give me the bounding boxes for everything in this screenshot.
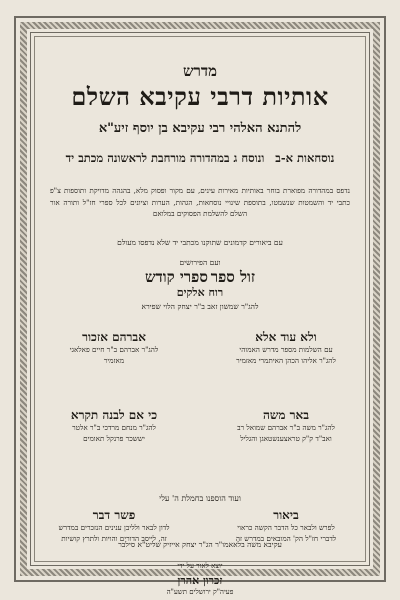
description: נדפס במהדורה מפוארת בוחר באותיות מאירות עינים, עם מקור ופסוק מלא, בהגהה מדויקת ותוספות צ"פ כתבי יד והשמטות שנשמטו, בתוספת שינויי נוסחאות, הגהות, הערות וציונים לכל ספרי חז"ל ותורה אור השלם להשלמת הפסוקים במלואם [50, 186, 350, 218]
commentary-line: להג"ר מנחם מרדכי ב"ר אלטר [72, 423, 156, 432]
publisher-block [44, 574, 356, 587]
supertitle: מדרש [182, 62, 218, 80]
bottom-line: לפרש ולבאר כל הדבר הקשה כראוי [237, 523, 335, 532]
commentary-line: מאזמיר [103, 355, 125, 365]
publisher-place: פעיה"ק ירושלים תשע"ה [166, 588, 234, 596]
publisher-intro: יוצא לאור על ידי [177, 562, 223, 570]
main-title: אותיות דרבי עקיבא השלם [71, 82, 329, 111]
commentary-title: אברהם אזכור [82, 330, 146, 344]
commentary-line: ואב"ד ק"ק טראצענשטאגן והגליל [240, 433, 332, 443]
bottom-title: ביאור [273, 508, 299, 522]
commentary-line: להג"ר אברהם ב"ר חיים פאלאגי [69, 345, 159, 354]
zol-small: זול ספר [210, 268, 256, 286]
bottom-line: לדון לבאר ולליבן ענינים הנזכרים במדרש [58, 523, 170, 532]
commentary-line: להג"ר משה ב"ר אברהם שמואל רב [237, 423, 335, 432]
commentary-title: כי אם לבנה תקרא [70, 408, 158, 422]
bottom-line: לדברי חז"ל הק' המובאים במדרש זה [235, 533, 337, 543]
editor-line: עקיבא משה בלאאמו"ר הג"ר יצחק אייזיק שליט"א סילבר [118, 540, 282, 549]
versions: נוסחאות א-ב [275, 151, 335, 165]
commentary-title: באר משה [262, 408, 310, 422]
ruach-title: רוח אלקים [176, 286, 224, 299]
newly-added: ועוד הוספנו בחמלת ה' עלי [159, 494, 241, 503]
commentary-line: יששכר פרנקל תאומים [83, 433, 145, 443]
commentary-line: עם השלמות מספר מדרש האמוהי [239, 345, 333, 354]
publisher-area [44, 40, 356, 570]
bottom-line: זה, לייסב הדורים והויות ולתרץ קושיות [61, 533, 167, 543]
commentary-line: להג"ר אליהו הכהן האיתמרי מאזמיר [236, 355, 336, 365]
with-commentaries: ועם הפירושים [179, 258, 221, 267]
versions-extra: ונוסח ג במהדורה מורחבת לראשונה מכתב יד [65, 151, 265, 165]
ruach-author: להג"ר שמשון זאב ב"ר יצחק הלוי שפירא [141, 302, 259, 311]
author-line: להתנא האלהי רבי עקיבא בן יוסף זיע"א [98, 121, 302, 136]
byur-line: עם ביאורים קדמונים שתוקנו מכתבי יד שלא נדפסו מעולם [117, 238, 283, 247]
publisher-name: זכרון אהרן [177, 574, 223, 587]
bottom-title: פשר דבר [92, 508, 136, 522]
zol-big: ספרי קודש [144, 268, 208, 286]
commentary-title: ולא עוד אלא [255, 330, 317, 344]
